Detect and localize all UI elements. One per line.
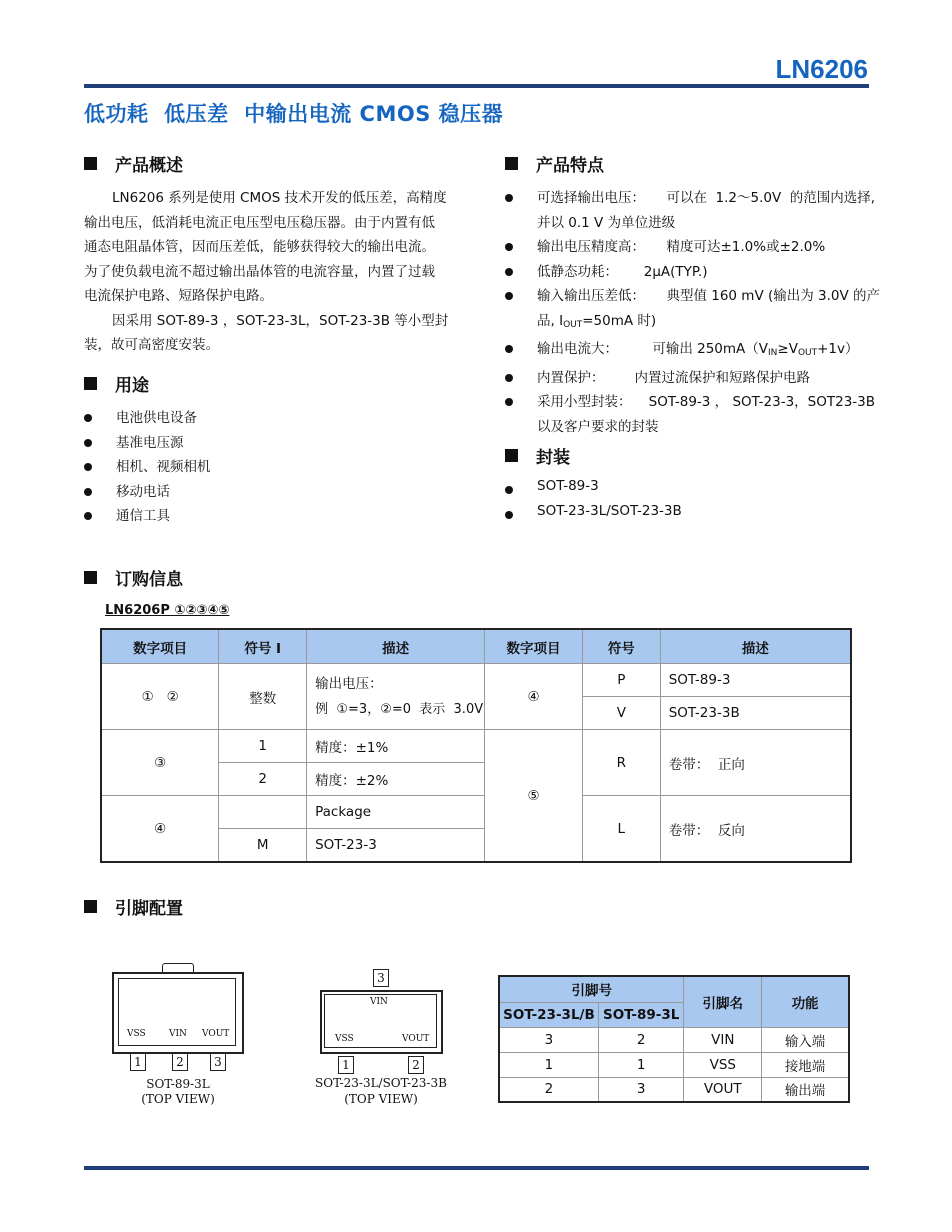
table-cell: 输出电压： 例 ①=3，②=0 表示 3.0V xyxy=(307,664,485,730)
table-cell: V xyxy=(582,697,660,730)
pin-label: VOUT xyxy=(202,1029,230,1039)
list-item: 输出电流大： 可输出 $250mA(V_{IN}\ge V_{OUT}+1v)$ xyxy=(505,337,870,366)
table-cell: ④ xyxy=(485,664,583,730)
bullet-icon xyxy=(505,486,513,494)
square-bullet-icon xyxy=(84,571,97,584)
table-header: SOT-89-3L xyxy=(598,1002,684,1027)
uses-list xyxy=(84,406,211,529)
table-cell: 卷带： 反向 xyxy=(660,796,851,863)
list-item: 内置保护： 内置过流保护和短路保护电路 xyxy=(505,366,870,391)
pin-number: 2 xyxy=(172,1053,188,1071)
table-cell: 精度：±1% xyxy=(307,730,485,763)
list-item: 低静态功耗： 2μA(TYP.) xyxy=(505,260,870,285)
table-cell: SOT-23-3 xyxy=(307,829,485,863)
bullet-icon xyxy=(505,511,513,519)
table-cell: Package xyxy=(307,796,485,829)
brand-part-number: LN6206 xyxy=(775,54,868,84)
package-name: SOT-89-3L xyxy=(146,1077,210,1091)
table-cell: 整数 xyxy=(219,664,307,730)
section-heading: 产品特点 xyxy=(536,156,604,176)
table-cell: ④ xyxy=(101,796,219,863)
bullet-icon xyxy=(84,463,92,471)
sot23-package-diagram xyxy=(315,969,447,1109)
table-cell: SOT-23-3B xyxy=(660,697,851,730)
bullet-icon xyxy=(505,398,513,406)
section-heading: 用途 xyxy=(115,376,149,396)
table-header: 数字项目 xyxy=(485,629,583,664)
bullet-icon xyxy=(505,194,513,202)
bullet-icon xyxy=(505,243,513,251)
table-cell xyxy=(219,796,307,829)
package-name: SOT-23-3L/SOT-23-3B xyxy=(315,1076,447,1090)
ordering-table xyxy=(100,628,852,863)
table-row: 1 1 VSS 接地端 xyxy=(499,1052,849,1077)
table-cell: SOT-89-3 xyxy=(660,664,851,697)
list-item: 基准电压源 xyxy=(84,431,211,456)
pin-number: 3 xyxy=(373,969,389,987)
square-bullet-icon xyxy=(84,377,97,390)
section-heading: 引脚配置 xyxy=(115,899,183,919)
list-item: 通信工具 xyxy=(84,504,211,529)
list-item: 电池供电设备 xyxy=(84,406,211,431)
bullet-icon xyxy=(505,292,513,300)
overview-text: LN6206 系列是使用 CMOS 技术开发的低压差，高精度 输出电压，低消耗电流正电压型电压稳压器。由于内置有低 通态电阻晶体管，因而压差低，能够获得较大的输出电流。 为了使负载电流不超过输出晶体管的电流容量，内置了过载 电流保护电路、短路保护电路。 因采用 SOT-89-3 ，SOT-23-3L，SOT-23-3B 等小型封 装，故可高密度安装。 xyxy=(84,190,449,353)
table-header: 符号 xyxy=(582,629,660,664)
section-ordering xyxy=(84,565,183,590)
table-header: 功能 xyxy=(762,976,849,1027)
bullet-icon xyxy=(84,512,92,520)
section-pinconfig xyxy=(84,894,183,919)
section-packages xyxy=(505,443,570,468)
pin-number: 1 xyxy=(130,1053,146,1071)
pin-number: 2 xyxy=(408,1056,424,1074)
pin-label: VOUT xyxy=(402,1034,430,1044)
table-header: 数字项目 xyxy=(101,629,219,664)
table-header: 描述 xyxy=(660,629,851,664)
section-overview xyxy=(84,151,183,176)
bullet-icon xyxy=(84,414,92,422)
section-uses xyxy=(84,371,149,396)
table-header: 描述 xyxy=(307,629,485,664)
table-cell: ⑤ xyxy=(485,730,583,863)
square-bullet-icon xyxy=(505,157,518,170)
list-item: SOT-89-3 xyxy=(505,478,682,503)
table-header: SOT-23-3L/B xyxy=(499,1002,598,1027)
section-heading: 订购信息 xyxy=(115,570,183,590)
table-header: 引脚名 xyxy=(684,976,762,1027)
pin-label: VSS xyxy=(335,1034,354,1044)
square-bullet-icon xyxy=(84,157,97,170)
table-header: 符号 I xyxy=(219,629,307,664)
list-item: 移动电话 xyxy=(84,480,211,505)
pin-table xyxy=(498,975,850,1103)
table-cell: P xyxy=(582,664,660,697)
bullet-icon xyxy=(505,374,513,382)
table-row: 3 2 VIN 输入端 xyxy=(499,1027,849,1052)
features-list xyxy=(505,186,881,439)
table-cell: 1 xyxy=(219,730,307,763)
table-cell: M xyxy=(219,829,307,863)
table-cell: 2 xyxy=(219,763,307,796)
list-item: 相机、视频相机 xyxy=(84,455,211,480)
table-cell: 精度：±2% xyxy=(307,763,485,796)
pin-label: VIN xyxy=(169,1029,187,1039)
list-item: 输入输出压差低： 典型值 160 mV (输出为 3.0V 的产 品, $I_{OUT}=50mA$ 时) xyxy=(505,284,870,337)
pin-number: 3 xyxy=(210,1053,226,1071)
page-title: 低功耗 低压差 中输出电流 CMOS 稳压器 xyxy=(84,102,504,126)
pin-number: 1 xyxy=(338,1056,354,1074)
order-code: LN6206P ①②③④⑤ xyxy=(105,603,230,618)
table-cell: ① ② xyxy=(101,664,219,730)
pin-label: VIN xyxy=(370,997,388,1007)
table-header: 引脚号 xyxy=(499,976,684,1002)
table-cell: ③ xyxy=(101,730,219,796)
sot89-package-diagram xyxy=(112,963,244,1108)
square-bullet-icon xyxy=(505,449,518,462)
packages-list xyxy=(505,478,682,527)
square-bullet-icon xyxy=(84,900,97,913)
footer-rule xyxy=(84,1166,869,1170)
package-view: (TOP VIEW) xyxy=(344,1092,418,1106)
bullet-icon xyxy=(505,345,513,353)
bullet-icon xyxy=(84,439,92,447)
section-heading: 产品概述 xyxy=(115,156,183,176)
list-item: SOT-23-3L/SOT-23-3B xyxy=(505,503,682,528)
list-item: 输出电压精度高： 精度可达±1.0%或±2.0% xyxy=(505,235,870,260)
table-row: 2 3 VOUT 输出端 xyxy=(499,1077,849,1102)
section-features xyxy=(505,151,604,176)
bullet-icon xyxy=(505,268,513,276)
pin-label: VSS xyxy=(127,1029,146,1039)
bullet-icon xyxy=(84,488,92,496)
table-cell: L xyxy=(582,796,660,863)
list-item: 采用小型封装： SOT-89-3 ， SOT-23-3，SOT23-3B 以及客户要求的封装 xyxy=(505,390,870,439)
header-rule xyxy=(84,84,869,88)
table-cell: R xyxy=(582,730,660,796)
table-cell: 卷带： 正向 xyxy=(660,730,851,796)
list-item: 可选择输出电压： 可以在 1.2～5.0V 的范围内选择, 并以 0.1 V 为单位进级 xyxy=(505,186,870,235)
section-heading: 封装 xyxy=(536,448,570,468)
package-view: (TOP VIEW) xyxy=(141,1092,215,1106)
